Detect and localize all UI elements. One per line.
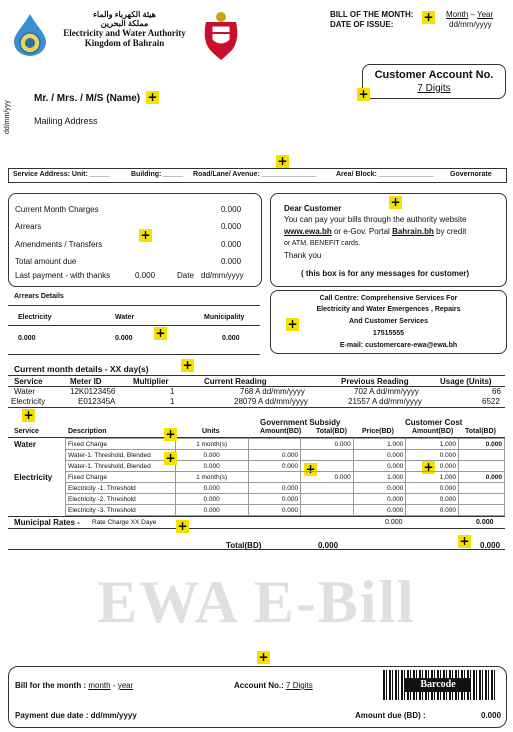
cd-water-service: Water xyxy=(14,387,36,396)
plus-marker: + xyxy=(165,451,176,465)
total-due-value: 0.000 xyxy=(221,257,242,266)
message-line2b: by credit xyxy=(436,227,467,236)
elec-row4-gov-total xyxy=(301,505,354,516)
bd-header-gov-amount: Amount(BD) xyxy=(260,428,302,435)
total-customer: 0.000 xyxy=(480,541,501,550)
gov-subsidy-header: Government Subsidy xyxy=(260,418,341,427)
service-governorate: Governorate xyxy=(450,171,492,178)
table-row xyxy=(66,472,505,483)
barcode-label: Barcode xyxy=(405,678,471,692)
elec-row3-gov-amount: 0.000 xyxy=(248,494,301,505)
authority-arabic-name: هيئة الكهرباء والماء xyxy=(93,10,156,19)
cd-elec-multiplier: 1 xyxy=(170,397,175,406)
water-row3-cust-amount: 0.000 xyxy=(406,461,459,472)
electricity-breakdown-table xyxy=(65,471,505,516)
last-payment-label: Last payment - with thanks xyxy=(15,271,111,280)
cd-water-usage: 66 xyxy=(492,387,501,396)
bd-header-price: Price(BD) xyxy=(362,428,394,435)
customer-name: Mr. / Mrs. / M/S (Name) xyxy=(34,93,141,104)
plus-marker: + xyxy=(140,228,151,242)
elec-row4-cust-total xyxy=(459,505,505,516)
bill-dash: – xyxy=(470,10,475,19)
water-row2-cust-amount: 0.000 xyxy=(406,450,459,461)
issue-date: dd/mm/yyyy xyxy=(449,20,492,29)
table-row xyxy=(66,494,505,505)
arrears-water-value: 0.000 xyxy=(115,335,133,342)
plus-marker: + xyxy=(423,460,434,474)
cd-elec-service: Electricity xyxy=(11,397,46,406)
call-centre-email: E-mail: customercare-ewa@ewa.bh xyxy=(339,342,458,349)
plus-marker: + xyxy=(305,462,316,476)
call-centre-line1: Call Centre: Comprehensive Services For xyxy=(319,295,458,302)
elec-row1-cust-total: 0.000 xyxy=(459,472,505,483)
message-line3: or ATM, BENEFIT cards. xyxy=(284,240,361,247)
water-row3-gov-amount: 0.000 xyxy=(248,461,301,472)
municipal-desc: Rate Charge XX Daye xyxy=(92,519,157,526)
footer-year: year xyxy=(117,681,134,690)
water-row2-desc: Water-1. Threshold, Blended xyxy=(66,450,176,461)
water-row3-cust-total xyxy=(459,461,505,472)
plus-marker: + xyxy=(182,358,193,372)
amendments-value: 0.000 xyxy=(221,240,242,249)
footer-amount-label: Amount due (BD) : xyxy=(355,711,426,720)
arrears-label: Arrears xyxy=(15,222,42,231)
elec-row1-cust-amount: 1.000 xyxy=(406,472,459,483)
bd-header-gov-total: Total(BD) xyxy=(316,428,347,435)
plus-marker: + xyxy=(277,154,288,168)
elec-row4-desc: Electricity -3. Threshold xyxy=(66,505,176,516)
arrears-water-header: Water xyxy=(115,314,135,321)
bd-header-cust-amount: Amount(BD) xyxy=(412,428,454,435)
water-row1-cust-amount: 1.000 xyxy=(406,439,459,450)
ewa-ebill-watermark: EWA E-Bill xyxy=(97,569,416,635)
elec-row1-desc: Fixed Charge xyxy=(66,472,176,483)
water-row2-units: 0.000 xyxy=(175,450,248,461)
service-block: Area/ Block: ______________ xyxy=(336,171,434,178)
water-row1-units: 1 month(s) xyxy=(175,439,248,450)
service-building: Building: _____ xyxy=(131,171,183,178)
cd-water-previous: 702 A dd/mm/yyyy xyxy=(354,387,419,396)
ewa-logo xyxy=(8,12,52,58)
bd-header-units: Units xyxy=(202,428,220,435)
amendments-label: Amendments / Transfers xyxy=(15,240,103,249)
account-box xyxy=(362,64,506,99)
charges-box xyxy=(8,193,262,287)
elec-row2-cust-amount: 0.000 xyxy=(406,483,459,494)
elec-row4-cust-amount: 0.000 xyxy=(406,505,459,516)
elec-row3-cust-total xyxy=(459,494,505,505)
account-title: Customer Account No. xyxy=(374,69,494,81)
footer-box xyxy=(8,666,507,728)
total-gov: 0.000 xyxy=(318,541,339,550)
authority-name: Electricity and Water Authority xyxy=(63,28,186,38)
elec-row4-price: 0.000 xyxy=(353,505,406,516)
elec-row2-units: 0.000 xyxy=(175,483,248,494)
elec-row4-units: 0.000 xyxy=(175,505,248,516)
message-title: Dear Customer xyxy=(284,204,342,213)
elec-row3-desc: Electricity -2. Threshold xyxy=(66,494,176,505)
cd-elec-usage: 6522 xyxy=(482,397,500,406)
message-note: ( this box is for any messages for customer) xyxy=(301,269,470,278)
total-label: Total(BD) xyxy=(226,541,262,550)
plus-marker: + xyxy=(258,650,269,664)
last-payment-date-label: Date xyxy=(177,271,194,280)
elec-row3-cust-amount: 0.000 xyxy=(406,494,459,505)
water-row1-price: 1.000 xyxy=(353,439,406,450)
table-row xyxy=(66,505,505,516)
water-row3-desc: Water-1. Threshold, Blended xyxy=(66,461,176,472)
municipal-price: 0.000 xyxy=(385,519,403,526)
cd-elec-meter: E012345A xyxy=(78,397,116,406)
plus-marker: + xyxy=(155,326,166,340)
cd-header-usage: Usage (Units) xyxy=(440,377,492,386)
bd-header-service: Service xyxy=(14,428,39,435)
elec-row2-cust-total xyxy=(459,483,505,494)
footer-account-value: 7 Digits xyxy=(286,681,313,690)
last-payment-value: 0.000 xyxy=(135,271,156,280)
side-date: dd/mm/yyy xyxy=(4,100,11,134)
water-row3-units: 0.000 xyxy=(175,461,248,472)
water-breakdown-table xyxy=(65,438,505,472)
message-line1: You can pay your bills through the authority website xyxy=(284,215,467,224)
water-row2-gov-total xyxy=(301,450,354,461)
elec-row2-gov-total xyxy=(301,483,354,494)
water-row1-gov-total: 0.000 xyxy=(301,439,354,450)
water-row2-price: 0.000 xyxy=(353,450,406,461)
bd-header-cust-total: Total(BD) xyxy=(465,428,496,435)
plus-marker: + xyxy=(177,519,188,533)
cd-header-current: Current Reading xyxy=(204,377,267,386)
call-centre-phone: 17515555 xyxy=(372,330,405,337)
cd-header-service: Service xyxy=(14,377,43,386)
water-row1-desc: Fixed Charge xyxy=(66,439,176,450)
cd-water-multiplier: 1 xyxy=(170,387,175,396)
arrears-electricity-header: Electricity xyxy=(18,314,52,321)
total-due-label: Total amount due xyxy=(15,257,77,266)
bill-year: Year xyxy=(477,10,494,19)
bahrain-emblem xyxy=(198,10,244,62)
call-centre-line2: Electricity and Water Emergences , Repairs xyxy=(316,306,461,313)
elec-row2-price: 0.000 xyxy=(353,483,406,494)
barcode-image xyxy=(383,670,495,700)
cd-elec-previous: 21557 A dd/mm/yyyy xyxy=(348,397,422,406)
cd-header-previous: Previous Reading xyxy=(341,377,409,386)
municipal-total: 0.000 xyxy=(476,519,494,526)
cd-header-multiplier: Multiplier xyxy=(133,377,169,386)
footer-bill-month-label: Bill for the month : xyxy=(15,681,87,690)
message-thanks: Thank you xyxy=(284,251,322,260)
water-row2-cust-total xyxy=(459,450,505,461)
ewa-website-link[interactable]: www.ewa.bh xyxy=(284,227,332,236)
last-payment-date: dd/mm/yyyy xyxy=(201,271,244,280)
elec-row3-gov-total xyxy=(301,494,354,505)
bill-month-label: BILL OF THE MONTH: xyxy=(330,10,414,19)
elec-row1-units: 1 month(s) xyxy=(175,472,248,483)
kingdom-name: Kingdom of Bahrain xyxy=(84,38,165,48)
footer-payment-due: Payment due date : dd/mm/yyyy xyxy=(15,711,137,720)
water-row1-gov-amount xyxy=(248,439,301,450)
cd-elec-current: 28079 A dd/mm/yyyy xyxy=(234,397,308,406)
footer-account-label: Account No.: xyxy=(234,681,284,690)
cd-header-meter: Meter ID xyxy=(70,377,102,386)
footer-dash: - xyxy=(112,681,116,690)
account-digits: 7 Digits xyxy=(417,83,451,94)
bd-water-label: Water xyxy=(14,440,36,449)
current-charges-label: Current Month Charges xyxy=(15,205,99,214)
elec-row4-gov-amount: 0.000 xyxy=(248,505,301,516)
service-unit: Service Address: Unit: _____ xyxy=(13,171,110,178)
table-row xyxy=(66,439,505,450)
water-row2-gov-amount: 0.000 xyxy=(248,450,301,461)
cd-water-current: 768 A dd/mm/yyyy xyxy=(240,387,305,396)
footer-amount-value: 0.000 xyxy=(481,711,502,720)
bill-month: Month xyxy=(446,10,469,19)
arrears-details-table xyxy=(8,305,260,355)
arrears-value: 0.000 xyxy=(221,222,242,231)
mailing-address: Mailing Address xyxy=(34,116,98,126)
arrears-details-title: Arrears Details xyxy=(14,293,64,300)
water-row1-cust-total: 0.000 xyxy=(459,439,505,450)
service-road: Road/Lane/ Avenue: ______________ xyxy=(193,171,317,178)
bd-header-description: Description xyxy=(68,428,107,435)
bd-electricity-label: Electricity xyxy=(14,473,53,482)
customer-cost-header: Customer Cost xyxy=(405,418,463,427)
arrears-municipality-value: 0.000 xyxy=(222,335,240,342)
date-issue-label: DATE OF ISSUE: xyxy=(330,20,394,29)
water-row3-price: 0.000 xyxy=(353,461,406,472)
elec-row2-desc: Electricity -1. Threshold xyxy=(66,483,176,494)
municipal-label: Municipal Rates - xyxy=(14,518,80,527)
table-row xyxy=(66,461,505,472)
kingdom-arabic-name: مملكة البحرين xyxy=(100,19,149,28)
arrears-municipality-header: Municipality xyxy=(204,314,245,321)
plus-marker: + xyxy=(423,10,434,24)
footer-month: month xyxy=(88,681,111,690)
arrears-electricity-value: 0.000 xyxy=(18,335,36,342)
current-details-title: Current month details - XX day(s) xyxy=(14,364,149,374)
plus-marker: + xyxy=(459,534,470,548)
elec-row2-gov-amount: 0.000 xyxy=(248,483,301,494)
elec-row1-gov-amount xyxy=(248,472,301,483)
call-centre-line3: And Customer Services xyxy=(349,318,428,325)
bahrain-portal-link[interactable]: Bahrain.bh xyxy=(392,227,434,236)
call-centre-box xyxy=(270,290,507,354)
plus-marker: + xyxy=(390,195,401,209)
cd-water-meter: 12K0123456 xyxy=(70,387,116,396)
plus-marker: + xyxy=(23,408,34,422)
elec-row1-price: 1.000 xyxy=(353,472,406,483)
elec-row1-gov-total: 0.000 xyxy=(301,472,354,483)
plus-marker: + xyxy=(358,87,369,101)
elec-row3-price: 0.000 xyxy=(353,494,406,505)
elec-row3-units: 0.000 xyxy=(175,494,248,505)
plus-marker: + xyxy=(287,317,298,331)
plus-marker: + xyxy=(165,427,176,441)
plus-marker: + xyxy=(147,90,158,104)
current-charges-value: 0.000 xyxy=(221,205,242,214)
message-line2a: or e-Gov. Portal xyxy=(333,227,390,236)
service-address-bar xyxy=(8,168,507,183)
table-row xyxy=(66,483,505,494)
table-row xyxy=(66,450,505,461)
